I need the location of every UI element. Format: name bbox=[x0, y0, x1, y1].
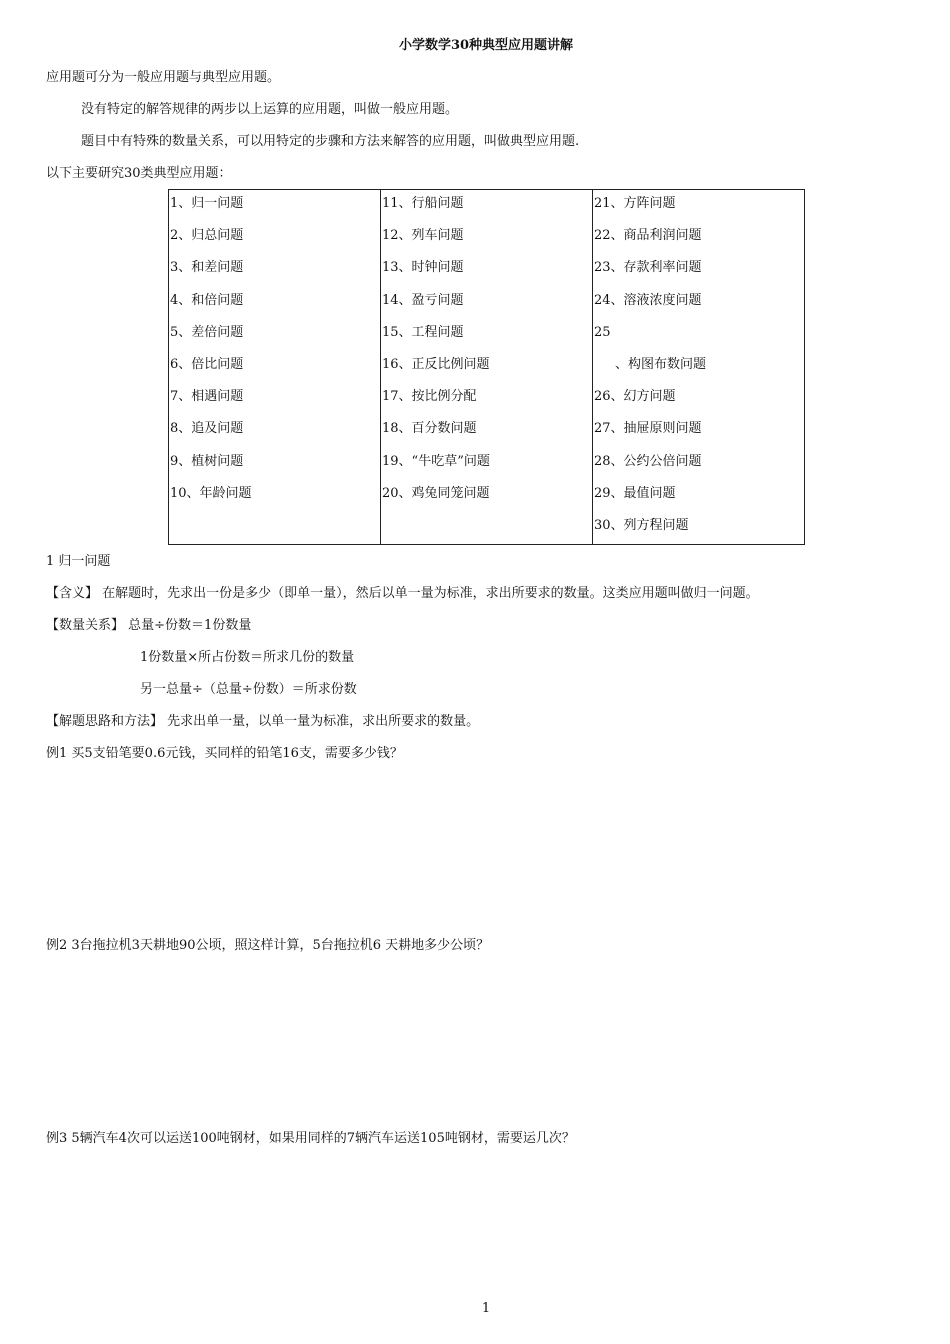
topic-item: 6、倍比问题 bbox=[170, 356, 244, 372]
example-3: 例3 5辆汽车4次可以运送100吨钢材，如果用同样的7辆汽车运送105吨钢材，需要运几次？ bbox=[46, 1131, 575, 1146]
topic-item: 1、归一问题 bbox=[170, 196, 244, 211]
method-text: 先求出单一量，以单一量为标准，求出所要求的数量。 bbox=[167, 714, 480, 729]
intro-line-2: 没有特定的解答规律的两步以上运算的应用题，叫做一般应用题。 bbox=[81, 102, 459, 117]
meaning-label: 【含义】 bbox=[46, 586, 99, 601]
topic-item: 14、盈亏问题 bbox=[382, 292, 464, 308]
topic-item: 23、存款利率问题 bbox=[594, 260, 702, 276]
intro-line-3: 题目中有特殊的数量关系，可以用特定的步骤和方法来解答的应用题，叫做典型应用题. bbox=[81, 134, 580, 149]
topic-item: 5、差倍问题 bbox=[170, 324, 244, 340]
topic-item: 12、列车问题 bbox=[382, 228, 464, 244]
topic-item: 、构图布数问题 bbox=[615, 356, 707, 372]
topic-item: 21、方阵问题 bbox=[594, 196, 676, 211]
topic-item: 30、列方程问题 bbox=[594, 517, 689, 533]
topic-item: 3、和差问题 bbox=[170, 260, 244, 276]
relation-paragraph bbox=[46, 614, 251, 633]
relation-formula-1: 总量÷份数＝1份数量 bbox=[128, 618, 252, 633]
topic-item: 27、抽屉原则问题 bbox=[594, 421, 702, 437]
intro-line-1: 应用题可分为一般应用题与典型应用题。 bbox=[46, 70, 281, 85]
topic-item: 9、植树问题 bbox=[170, 453, 244, 469]
method-paragraph bbox=[46, 710, 479, 729]
topic-item: 10、年龄问题 bbox=[170, 485, 252, 501]
topic-item: 26、幻方问题 bbox=[594, 389, 676, 405]
meaning-paragraph bbox=[46, 582, 759, 601]
meaning-text: 在解题时，先求出一份是多少（即单一量），然后以单一量为标准，求出所要求的数量。这类应用题叫做归一问题。 bbox=[102, 586, 759, 601]
topic-item: 24、溶液浓度问题 bbox=[594, 292, 702, 308]
example-2: 例2 3台拖拉机3天耕地90公顷，照这样计算，5台拖拉机6 天耕地多少公顷？ bbox=[46, 938, 490, 953]
relation-formula-2: 1份数量×所占份数＝所求几份的数量 bbox=[140, 650, 355, 665]
topic-item: 29、最值问题 bbox=[594, 485, 676, 501]
topic-item: 7、相遇问题 bbox=[170, 389, 244, 405]
page-number: 1 bbox=[481, 1301, 491, 1316]
topic-item: 15、工程问题 bbox=[382, 324, 464, 340]
topic-item: 13、时钟问题 bbox=[382, 260, 464, 276]
topic-item: 11、行船问题 bbox=[382, 196, 464, 211]
topics-column-3 bbox=[593, 190, 805, 545]
topic-item: 19、“牛吃草”问题 bbox=[382, 453, 490, 469]
relation-formula-3: 另一总量÷（总量÷份数）＝所求份数 bbox=[140, 682, 357, 697]
relation-label: 【数量关系】 bbox=[46, 618, 125, 633]
page-title: 小学数学30种典型应用题讲解 bbox=[398, 38, 574, 53]
method-label: 【解题思路和方法】 bbox=[46, 714, 164, 729]
topic-item: 17、按比例分配 bbox=[382, 389, 477, 405]
topic-item: 20、鸡兔同笼问题 bbox=[382, 485, 490, 501]
topic-item: 25 bbox=[594, 324, 611, 340]
topic-item: 18、百分数问题 bbox=[382, 421, 477, 437]
topics-table bbox=[168, 189, 805, 545]
topic-item: 2、归总问题 bbox=[170, 228, 244, 244]
topic-item: 16、正反比例问题 bbox=[382, 356, 490, 372]
topic-item: 8、追及问题 bbox=[170, 421, 244, 437]
example-1: 例1 买5支铅笔要0.6元钱，买同样的铅笔16支，需要多少钱？ bbox=[46, 746, 403, 761]
section-heading: 1 归一问题 bbox=[46, 554, 111, 569]
topic-item: 28、公约公倍问题 bbox=[594, 453, 702, 469]
intro-line-4: 以下主要研究30类典型应用题： bbox=[46, 166, 232, 181]
topics-column-2 bbox=[381, 190, 593, 545]
topic-item: 4、和倍问题 bbox=[170, 292, 244, 308]
topics-column-1 bbox=[169, 190, 381, 545]
topic-item: 22、商品利润问题 bbox=[594, 228, 702, 244]
